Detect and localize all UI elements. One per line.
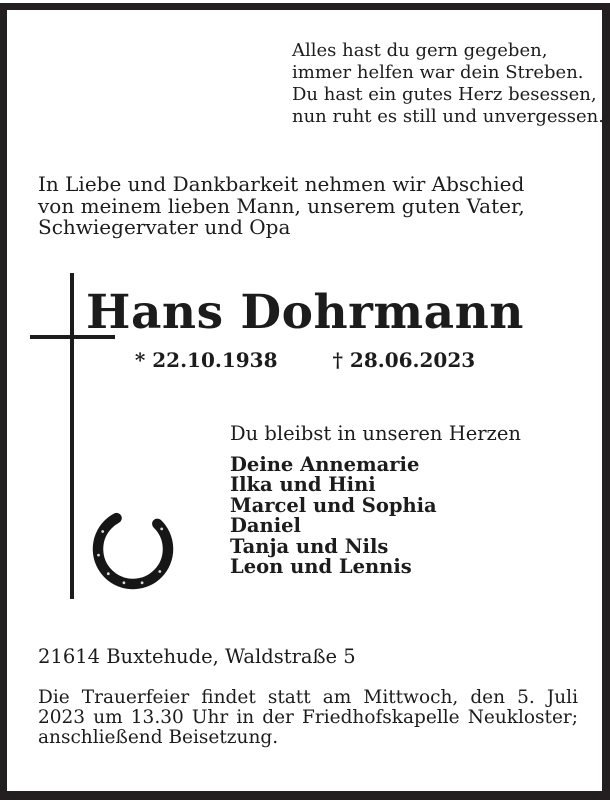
mourner-line: Tanja und Nils bbox=[230, 534, 389, 558]
mourner-group bbox=[230, 452, 521, 476]
deceased-name: Hans Dohrmann bbox=[86, 285, 524, 340]
birth-date: * 22.10.1938 bbox=[134, 348, 278, 372]
poem-line: nun ruht es still und unvergessen. bbox=[292, 106, 604, 127]
intro-line: von meinem lieben Mann, unserem guten Vater, bbox=[38, 193, 525, 218]
mourner-line: Ilka und Hini bbox=[230, 473, 376, 496]
poem-verse bbox=[292, 40, 604, 128]
poem-line: immer helfen war dein Streben. bbox=[292, 62, 584, 83]
life-dates bbox=[0, 348, 610, 372]
mourner-line: Daniel bbox=[230, 514, 301, 537]
intro-line: In Liebe und Dankbarkeit nehmen wir Abschied bbox=[38, 172, 525, 196]
poem-line: Alles hast du gern gegeben, bbox=[292, 40, 548, 61]
tribute-block bbox=[230, 424, 521, 578]
horseshoe-icon bbox=[90, 496, 176, 592]
mourner-group bbox=[230, 534, 521, 578]
mourner-line: Deine Annemarie bbox=[230, 452, 420, 476]
mourner-line: Leon und Lennis bbox=[230, 555, 412, 578]
mourner-line: Marcel und Sophia bbox=[230, 493, 437, 517]
tribute-heading: Du bleibst in unseren Herzen bbox=[230, 422, 521, 445]
mourner-group bbox=[230, 475, 521, 537]
poem-line: Du hast ein gutes Herz besessen, bbox=[292, 84, 597, 105]
intro-text bbox=[38, 174, 525, 239]
intro-line: Schwiegervater und Opa bbox=[38, 215, 291, 239]
funeral-announcement: Die Trauerfeier findet statt am Mittwoch, den 5. Juli 2023 um 13.30 Uhr in der Friedhofskapelle Neukloster; anschließend Beisetzung. bbox=[38, 687, 578, 748]
death-date: † 28.06.2023 bbox=[332, 348, 476, 372]
home-address: 21614 Buxtehude, Waldstraße 5 bbox=[38, 645, 356, 668]
